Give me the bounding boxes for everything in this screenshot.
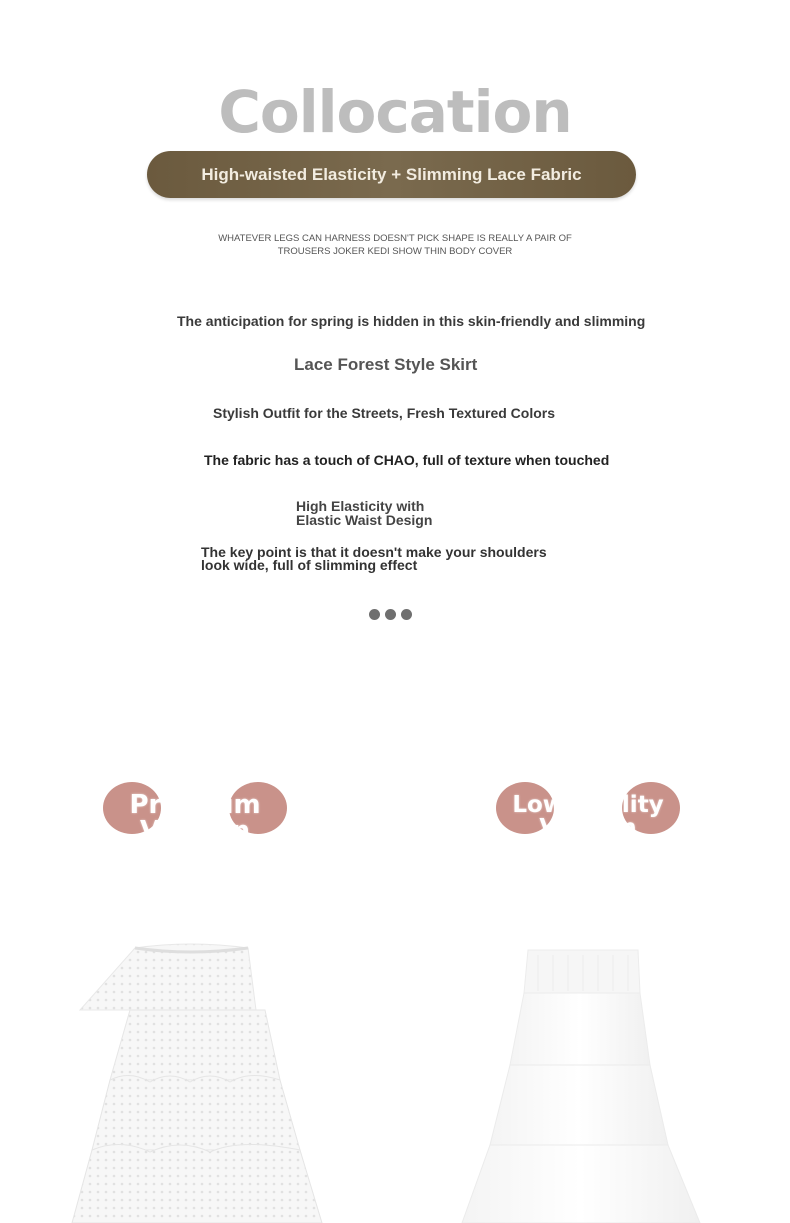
premium-skirt-image bbox=[70, 940, 325, 1223]
premium-version-badge bbox=[103, 782, 287, 846]
description-line-3: Stylish Outfit for the Streets, Fresh Textured Colors bbox=[213, 405, 556, 421]
feature-banner bbox=[147, 151, 636, 198]
product-name-line: Lace Forest Style Skirt bbox=[294, 355, 478, 374]
description-line-1: The anticipation for spring is hidden in this skin-friendly and slimming bbox=[177, 313, 646, 329]
page-title: Collocation bbox=[218, 78, 572, 146]
description-line-4: The fabric has a touch of CHAO, full of texture when touched bbox=[204, 452, 610, 468]
ellipsis-dots-icon bbox=[369, 609, 412, 620]
subcaption-text: WHATEVER LEGS CAN HARNESS DOESN'T PICK SHAPE IS REALLY A PAIR OF TROUSERS JOKER KEDI SHOW THIN BODY COVER bbox=[218, 233, 572, 257]
subcaption bbox=[0, 232, 790, 258]
lowquality-version-badge bbox=[496, 782, 680, 841]
lowquality-skirt-image bbox=[458, 945, 703, 1223]
description-line-5: High Elasticity with Elastic Waist Design bbox=[296, 498, 433, 528]
lowquality-version-label: Low-quality Version bbox=[512, 792, 664, 841]
feature-banner-text: High-waisted Elasticity + Slimming Lace Fabric bbox=[201, 164, 582, 184]
description-line-6: The key point is that it doesn't make your shoulders look wide, full of slimming effect bbox=[201, 544, 547, 573]
premium-version-label: Premium Version bbox=[129, 790, 261, 846]
